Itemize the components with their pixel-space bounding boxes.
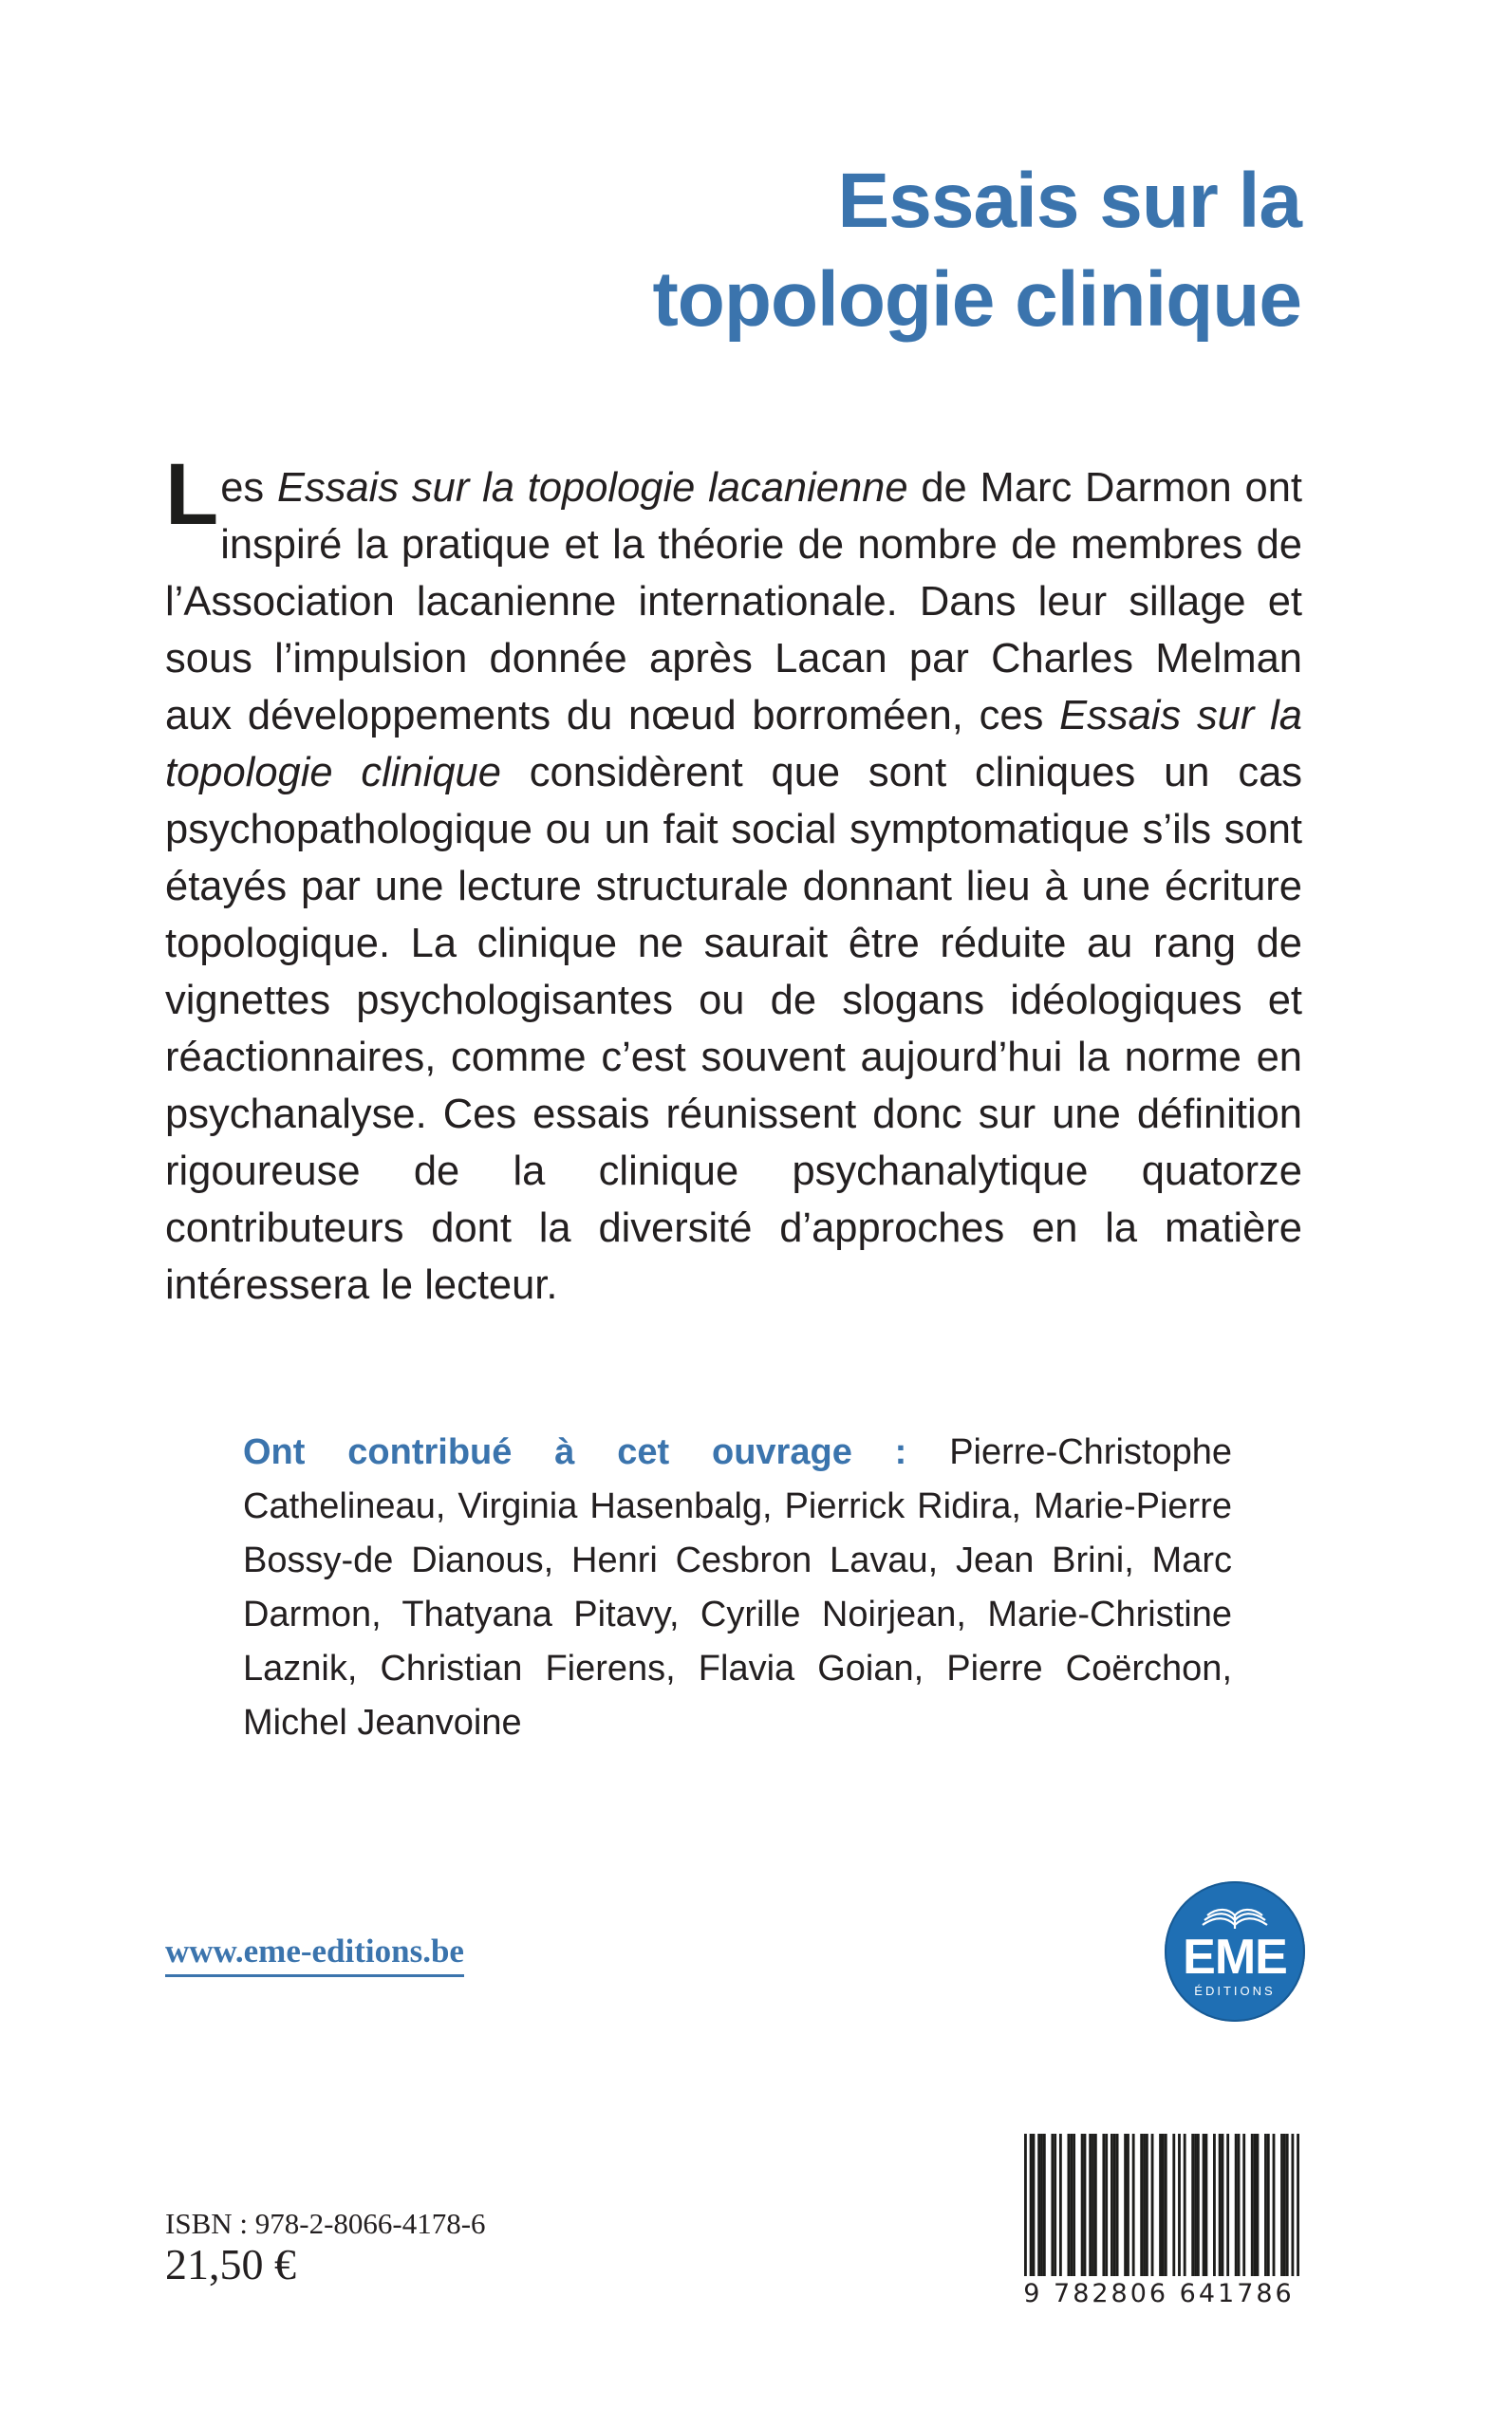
barcode-bar (1242, 2134, 1245, 2276)
barcode-bar (1040, 2134, 1043, 2276)
barcode-bar (1226, 2134, 1229, 2276)
contributors-names: Pierre-Christophe Cathelineau, Virginia Hasenbalg, Pierrick Ridira, Marie-Pierre Bossy-de Dianous, Henri Cesbron Lavau, Jean Brini, Marc Darmon, Thatyana Pitavy, Cyrille Noirjean, Marie-Christine Laznik, Christian Fierens, Flavia Goian, Pierre Coërchon, Michel Jeanvoine (243, 1432, 1232, 1743)
barcode-bar (1197, 2134, 1200, 2276)
drop-cap: L (165, 446, 219, 543)
barcode-bar (1283, 2134, 1286, 2276)
barcode-bar (1124, 2134, 1127, 2276)
barcode-bar (1257, 2134, 1260, 2276)
barcode-bar (1067, 2134, 1070, 2276)
barcode-bar (1172, 2134, 1175, 2276)
barcode-digits: 9 782806 641786 (1023, 2279, 1295, 2308)
price: 21,50 € (165, 2240, 296, 2288)
barcode-bar (1203, 2134, 1205, 2276)
book-title-line-2: topologie clinique (652, 256, 1301, 343)
barcode-bars (1024, 2134, 1299, 2276)
barcode-bar (1092, 2134, 1094, 2276)
barcode-bar (1070, 2134, 1073, 2276)
blurb-italic-2: Essais sur la topologie clinique (165, 693, 1303, 795)
logo-name: EME (1183, 1930, 1287, 1985)
barcode-bar (1264, 2134, 1267, 2276)
barcode-bar (1162, 2134, 1165, 2276)
book-title-line-1: Essais sur la (837, 158, 1301, 244)
barcode-bar (1127, 2134, 1129, 2276)
barcode-bar (1043, 2134, 1046, 2276)
barcode-bar (1094, 2134, 1097, 2276)
barcode-bar (1291, 2134, 1294, 2276)
barcode-bar (1273, 2134, 1276, 2276)
barcode-bar (1081, 2134, 1084, 2276)
publisher-logo (1165, 1881, 1305, 2022)
contributors-list (243, 1426, 1232, 1750)
barcode-bar (1251, 2134, 1254, 2276)
barcode-bar (1297, 2134, 1299, 2276)
barcode-bar (1084, 2134, 1087, 2276)
barcode-bar (1037, 2134, 1040, 2276)
barcode-bar (1204, 2134, 1207, 2276)
book-title (447, 152, 1301, 349)
barcode-bar (1033, 2134, 1036, 2276)
barcode-bar (1089, 2134, 1092, 2276)
barcode (994, 2122, 1322, 2331)
barcode-bar (1024, 2134, 1027, 2276)
barcode-bar (1132, 2134, 1135, 2276)
blurb-text-3: considèrent que sont cliniques un cas psychopathologique ou un fait social symptomatique s’ils sont étayés par une lecture structurale donnant lieu à une écriture topologique. La clinique ne saurait être réduite au rang de vignettes psychologisantes ou de slogans idéologiques et réactionnaires, comme c’est souvent aujourd’hui la norme en psychanalyse. Ces essais réunissent donc sur une définition rigoureuse de la clinique psychanalytique quatorze contributeurs dont la diversité d’approches en la matière intéressera le lecteur. (165, 750, 1303, 1308)
barcode-bar (1159, 2134, 1162, 2276)
publisher-website-link[interactable]: www.eme-editions.be (165, 1931, 464, 1977)
barcode-bar (1165, 2134, 1167, 2276)
barcode-bar (1143, 2134, 1146, 2276)
barcode-bar (1178, 2134, 1181, 2276)
barcode-bar (1146, 2134, 1148, 2276)
barcode-bar (1191, 2134, 1194, 2276)
barcode-bar (1111, 2134, 1113, 2276)
barcode-bar (1238, 2134, 1241, 2276)
barcode-bar (1280, 2134, 1283, 2276)
barcode-bar (1102, 2134, 1105, 2276)
barcode-bar (1222, 2134, 1224, 2276)
barcode-bar (1051, 2134, 1054, 2276)
barcode-bar (1113, 2134, 1116, 2276)
barcode-bar (1030, 2134, 1033, 2276)
barcode-bar (1105, 2134, 1108, 2276)
book-blurb (165, 446, 1303, 1314)
barcode-bar (1059, 2134, 1062, 2276)
barcode-bar (1054, 2134, 1056, 2276)
logo-subtitle: ÉDITIONS (1194, 1984, 1276, 1998)
blurb-text-2: de Marc Darmon ont inspiré la pratique et la théorie de nombre de membres de l’Association lacanienne internationale. Dans leur sillage et sous l’impulsion donnée après Lacan par Charles Melman aux développements du nœud borroméen, ces (165, 465, 1303, 738)
barcode-bar (1219, 2134, 1222, 2276)
blurb-italic-1: Essais sur la topologie lacanienne (276, 465, 908, 511)
barcode-bar (1184, 2134, 1186, 2276)
barcode-bar (1213, 2134, 1216, 2276)
barcode-bar (1267, 2134, 1270, 2276)
contributors-label: Ont contribué à cet ouvrage : (243, 1432, 907, 1472)
barcode-bar (1235, 2134, 1238, 2276)
blurb-text-1: es (220, 465, 277, 511)
isbn: ISBN : 978-2-8066-4178-6 (165, 2207, 486, 2240)
barcode-bar (1140, 2134, 1143, 2276)
barcode-bar (1254, 2134, 1257, 2276)
barcode-bar (1286, 2134, 1289, 2276)
barcode-bar (1073, 2134, 1075, 2276)
barcode-bar (1151, 2134, 1154, 2276)
barcode-bar (1116, 2134, 1119, 2276)
barcode-bar (1194, 2134, 1197, 2276)
